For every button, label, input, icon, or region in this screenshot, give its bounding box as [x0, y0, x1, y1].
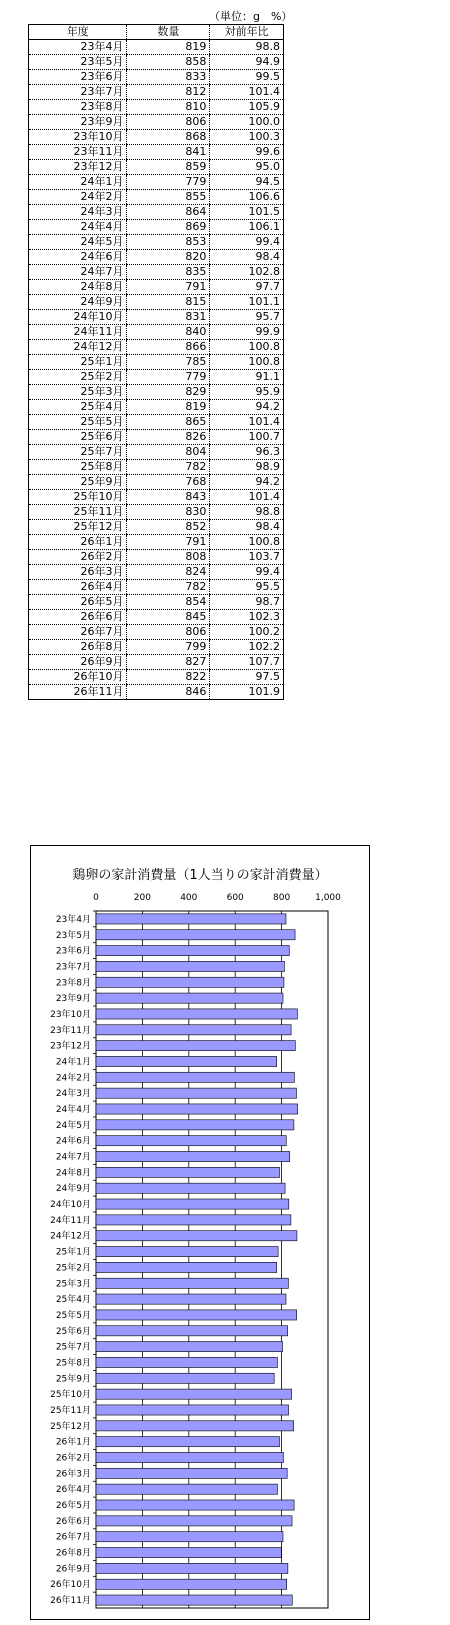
category-label: 26年7月: [55, 1532, 91, 1543]
cell-period: 24年12月: [29, 340, 127, 355]
cell-yoy: 96.3: [210, 445, 284, 460]
cell-yoy: 100.2: [210, 625, 284, 640]
cell-yoy: 98.7: [210, 595, 284, 610]
category-label: 26年11月: [50, 1596, 91, 1607]
cell-yoy: 99.9: [210, 325, 284, 340]
table-row: [29, 265, 284, 280]
cell-yoy: 100.3: [210, 130, 284, 145]
cell-quantity: 824: [127, 565, 210, 580]
bar: [96, 1262, 277, 1272]
cell-quantity: 782: [127, 460, 210, 475]
table-row: [29, 340, 284, 355]
cell-quantity: 827: [127, 655, 210, 670]
cell-yoy: 99.4: [210, 565, 284, 580]
cell-yoy: 97.7: [210, 280, 284, 295]
cell-quantity: 852: [127, 520, 210, 535]
category-label: 25年12月: [50, 1421, 91, 1432]
cell-period: 23年4月: [29, 40, 127, 55]
table-row: [29, 40, 284, 55]
x-tick-label: 400: [180, 893, 198, 903]
cell-quantity: 840: [127, 325, 210, 340]
x-tick-label: 200: [133, 893, 151, 903]
category-label: 25年4月: [55, 1295, 91, 1306]
bar: [96, 1516, 292, 1526]
category-label: 26年10月: [50, 1580, 91, 1591]
bar: [96, 1500, 294, 1510]
table-row: [29, 400, 284, 415]
category-label: 24年2月: [55, 1073, 91, 1084]
cell-quantity: 826: [127, 430, 210, 445]
cell-quantity: 782: [127, 580, 210, 595]
category-label: 23年9月: [55, 994, 91, 1005]
bar: [96, 914, 286, 924]
cell-quantity: 819: [127, 400, 210, 415]
category-label: 24年12月: [50, 1231, 91, 1242]
cell-quantity: 779: [127, 175, 210, 190]
cell-quantity: 855: [127, 190, 210, 205]
bar-chart: [31, 846, 371, 1621]
cell-quantity: 853: [127, 235, 210, 250]
category-label: 23年7月: [55, 962, 91, 973]
category-label: 23年5月: [55, 930, 91, 941]
cell-yoy: 91.1: [210, 370, 284, 385]
cell-quantity: 868: [127, 130, 210, 145]
table-row: [29, 415, 284, 430]
table-row: [29, 175, 284, 190]
table-row: [29, 535, 284, 550]
bar: [96, 1421, 294, 1431]
bar: [96, 1104, 298, 1114]
cell-period: 26年10月: [29, 670, 127, 685]
cell-yoy: 95.7: [210, 310, 284, 325]
cell-period: 24年5月: [29, 235, 127, 250]
category-label: 26年2月: [55, 1453, 91, 1464]
cell-yoy: 102.3: [210, 610, 284, 625]
category-label: 23年12月: [50, 1041, 91, 1052]
cell-period: 24年2月: [29, 190, 127, 205]
category-label: 24年5月: [55, 1120, 91, 1131]
table-row: [29, 520, 284, 535]
table-row: [29, 550, 284, 565]
cell-yoy: 101.4: [210, 415, 284, 430]
table-row: [29, 610, 284, 625]
cell-yoy: 107.7: [210, 655, 284, 670]
bar: [96, 1183, 285, 1193]
cell-yoy: 102.8: [210, 265, 284, 280]
table-row: [29, 310, 284, 325]
cell-period: 24年3月: [29, 205, 127, 220]
cell-period: 23年6月: [29, 70, 127, 85]
cell-quantity: 791: [127, 280, 210, 295]
table-row: [29, 205, 284, 220]
bar: [96, 1120, 294, 1130]
x-tick-label: 600: [226, 893, 244, 903]
cell-period: 24年11月: [29, 325, 127, 340]
cell-period: 24年10月: [29, 310, 127, 325]
cell-yoy: 98.8: [210, 40, 284, 55]
cell-quantity: 831: [127, 310, 210, 325]
x-tick-label: 0: [93, 893, 99, 903]
category-label: 23年8月: [55, 978, 91, 989]
cell-quantity: 835: [127, 265, 210, 280]
table-row: [29, 505, 284, 520]
bar: [96, 1437, 280, 1447]
category-label: 25年10月: [50, 1390, 91, 1401]
cell-period: 26年8月: [29, 640, 127, 655]
category-label: 25年9月: [55, 1374, 91, 1385]
cell-period: 23年9月: [29, 115, 127, 130]
table-row: [29, 385, 284, 400]
category-label: 26年9月: [55, 1564, 91, 1575]
x-tick-label: 1,000: [315, 893, 341, 903]
cell-yoy: 97.5: [210, 670, 284, 685]
table-row: [29, 100, 284, 115]
cell-quantity: 858: [127, 55, 210, 70]
cell-quantity: 806: [127, 115, 210, 130]
cell-period: 24年1月: [29, 175, 127, 190]
category-label: 26年8月: [55, 1548, 91, 1559]
cell-period: 24年8月: [29, 280, 127, 295]
category-label: 24年10月: [50, 1200, 91, 1211]
cell-period: 25年2月: [29, 370, 127, 385]
table-row: [29, 640, 284, 655]
table-row: [29, 460, 284, 475]
cell-period: 25年6月: [29, 430, 127, 445]
cell-quantity: 768: [127, 475, 210, 490]
cell-yoy: 101.1: [210, 295, 284, 310]
bar: [96, 993, 283, 1003]
bar: [96, 1072, 294, 1082]
cell-yoy: 99.6: [210, 145, 284, 160]
table-row: [29, 595, 284, 610]
category-label: 26年3月: [55, 1469, 91, 1480]
table-row: [29, 355, 284, 370]
table-body: [29, 40, 284, 700]
cell-quantity: 819: [127, 40, 210, 55]
bar: [96, 1357, 277, 1367]
cell-quantity: 845: [127, 610, 210, 625]
category-label: 25年3月: [55, 1279, 91, 1290]
category-label: 24年6月: [55, 1136, 91, 1147]
bar: [96, 1056, 277, 1066]
category-label: 25年2月: [55, 1263, 91, 1274]
cell-quantity: 785: [127, 355, 210, 370]
cell-period: 25年12月: [29, 520, 127, 535]
table-row: [29, 445, 284, 460]
cell-yoy: 100.0: [210, 115, 284, 130]
cell-yoy: 99.4: [210, 235, 284, 250]
cell-yoy: 103.7: [210, 550, 284, 565]
table-row: [29, 130, 284, 145]
bar: [96, 1532, 283, 1542]
cell-period: 25年4月: [29, 400, 127, 415]
cell-period: 25年10月: [29, 490, 127, 505]
bar: [96, 1452, 283, 1462]
bar: [96, 1484, 277, 1494]
cell-period: 26年1月: [29, 535, 127, 550]
cell-quantity: 808: [127, 550, 210, 565]
cell-period: 26年6月: [29, 610, 127, 625]
cell-quantity: 869: [127, 220, 210, 235]
category-label: 25年7月: [55, 1342, 91, 1353]
cell-yoy: 94.2: [210, 400, 284, 415]
category-label: 24年7月: [55, 1152, 91, 1163]
cell-yoy: 100.7: [210, 430, 284, 445]
cell-quantity: 830: [127, 505, 210, 520]
unit-note: （単位：g %）: [209, 10, 293, 23]
bar: [96, 1468, 287, 1478]
table-row: [29, 55, 284, 70]
header-yoy: 対前年比: [210, 25, 284, 40]
cell-yoy: 106.1: [210, 220, 284, 235]
bar: [96, 1595, 292, 1605]
cell-period: 26年11月: [29, 685, 127, 700]
cell-yoy: 95.9: [210, 385, 284, 400]
chart-container: [30, 845, 370, 1620]
cell-period: 26年5月: [29, 595, 127, 610]
cell-period: 24年6月: [29, 250, 127, 265]
table-row: [29, 250, 284, 265]
cell-period: 23年8月: [29, 100, 127, 115]
bar: [96, 977, 284, 987]
bar: [96, 1199, 289, 1209]
cell-yoy: 94.5: [210, 175, 284, 190]
x-tick-label: 800: [273, 893, 291, 903]
cell-quantity: 806: [127, 625, 210, 640]
cell-yoy: 94.9: [210, 55, 284, 70]
cell-yoy: 98.4: [210, 250, 284, 265]
cell-period: 25年5月: [29, 415, 127, 430]
category-label: 26年4月: [55, 1485, 91, 1496]
table-row: [29, 145, 284, 160]
cell-quantity: 841: [127, 145, 210, 160]
category-label: 26年6月: [55, 1516, 91, 1527]
cell-period: 25年11月: [29, 505, 127, 520]
category-label: 24年11月: [50, 1215, 91, 1226]
category-label: 25年8月: [55, 1358, 91, 1369]
category-label: 23年11月: [50, 1025, 91, 1036]
category-label: 25年5月: [55, 1310, 91, 1321]
cell-yoy: 105.9: [210, 100, 284, 115]
cell-yoy: 100.8: [210, 355, 284, 370]
cell-yoy: 100.8: [210, 340, 284, 355]
table-row: [29, 670, 284, 685]
cell-yoy: 99.5: [210, 70, 284, 85]
bar: [96, 961, 284, 971]
cell-quantity: 865: [127, 415, 210, 430]
cell-period: 25年9月: [29, 475, 127, 490]
bar: [96, 1231, 297, 1241]
cell-quantity: 854: [127, 595, 210, 610]
cell-yoy: 98.4: [210, 520, 284, 535]
category-label: 26年5月: [55, 1501, 91, 1512]
cell-quantity: 822: [127, 670, 210, 685]
cell-period: 26年9月: [29, 655, 127, 670]
bar: [96, 1278, 288, 1288]
cell-period: 26年7月: [29, 625, 127, 640]
table-row: [29, 475, 284, 490]
table-row: [29, 655, 284, 670]
bar: [96, 1389, 292, 1399]
category-label: 25年6月: [55, 1326, 91, 1337]
bar: [96, 1167, 280, 1177]
cell-yoy: 106.6: [210, 190, 284, 205]
cell-period: 23年12月: [29, 160, 127, 175]
category-label: 24年3月: [55, 1089, 91, 1100]
category-label: 26年1月: [55, 1437, 91, 1448]
cell-period: 26年2月: [29, 550, 127, 565]
cell-yoy: 101.9: [210, 685, 284, 700]
cell-period: 25年1月: [29, 355, 127, 370]
table-header-row: [29, 25, 284, 40]
bar: [96, 1310, 297, 1320]
cell-yoy: 94.2: [210, 475, 284, 490]
bar: [96, 1025, 291, 1035]
cell-quantity: 846: [127, 685, 210, 700]
cell-quantity: 815: [127, 295, 210, 310]
bar: [96, 1009, 297, 1019]
table-row: [29, 115, 284, 130]
cell-period: 25年7月: [29, 445, 127, 460]
cell-quantity: 799: [127, 640, 210, 655]
cell-quantity: 812: [127, 85, 210, 100]
cell-quantity: 866: [127, 340, 210, 355]
cell-yoy: 100.8: [210, 535, 284, 550]
table-row: [29, 490, 284, 505]
cell-quantity: 804: [127, 445, 210, 460]
category-label: 25年1月: [55, 1247, 91, 1258]
table-row: [29, 280, 284, 295]
header-quantity: 数量: [127, 25, 210, 40]
cell-period: 26年4月: [29, 580, 127, 595]
cell-yoy: 98.8: [210, 505, 284, 520]
table-row: [29, 430, 284, 445]
table-row: [29, 580, 284, 595]
cell-period: 24年9月: [29, 295, 127, 310]
table-row: [29, 160, 284, 175]
table-row: [29, 220, 284, 235]
table-row: [29, 235, 284, 250]
cell-quantity: 779: [127, 370, 210, 385]
category-label: 24年8月: [55, 1168, 91, 1179]
bar: [96, 1151, 290, 1161]
bar: [96, 1405, 289, 1415]
table-row: [29, 685, 284, 700]
bar: [96, 1563, 288, 1573]
bar: [96, 1088, 296, 1098]
cell-yoy: 102.2: [210, 640, 284, 655]
bar: [96, 1579, 287, 1589]
cell-quantity: 833: [127, 70, 210, 85]
cell-quantity: 791: [127, 535, 210, 550]
bar: [96, 1136, 286, 1146]
bar: [96, 1247, 278, 1257]
cell-yoy: 101.4: [210, 85, 284, 100]
cell-yoy: 95.5: [210, 580, 284, 595]
cell-period: 23年5月: [29, 55, 127, 70]
cell-yoy: 95.0: [210, 160, 284, 175]
category-label: 25年11月: [50, 1405, 91, 1416]
table-row: [29, 565, 284, 580]
cell-period: 24年7月: [29, 265, 127, 280]
bar: [96, 1041, 295, 1051]
cell-period: 26年3月: [29, 565, 127, 580]
table-row: [29, 370, 284, 385]
cell-quantity: 820: [127, 250, 210, 265]
cell-quantity: 864: [127, 205, 210, 220]
header-period: 年度: [29, 25, 127, 40]
cell-period: 23年7月: [29, 85, 127, 100]
cell-period: 23年11月: [29, 145, 127, 160]
bar: [96, 946, 289, 956]
cell-quantity: 829: [127, 385, 210, 400]
cell-period: 25年8月: [29, 460, 127, 475]
bar: [96, 1547, 281, 1557]
category-label: 24年4月: [55, 1105, 91, 1116]
cell-yoy: 98.9: [210, 460, 284, 475]
cell-quantity: 859: [127, 160, 210, 175]
cell-quantity: 810: [127, 100, 210, 115]
bar: [96, 1373, 274, 1383]
cell-period: 23年10月: [29, 130, 127, 145]
table-row: [29, 625, 284, 640]
cell-yoy: 101.4: [210, 490, 284, 505]
category-label: 24年1月: [55, 1057, 91, 1068]
chart-title: 鶏卵の家計消費量（1人当りの家計消費量）: [72, 868, 328, 883]
cell-yoy: 101.5: [210, 205, 284, 220]
table-row: [29, 70, 284, 85]
category-label: 23年6月: [55, 946, 91, 957]
cell-period: 25年3月: [29, 385, 127, 400]
bar: [96, 930, 295, 940]
bar: [96, 1215, 291, 1225]
table-row: [29, 295, 284, 310]
bar: [96, 1326, 288, 1336]
cell-quantity: 843: [127, 490, 210, 505]
category-label: 24年9月: [55, 1184, 91, 1195]
bar: [96, 1294, 286, 1304]
table-row: [29, 325, 284, 340]
bar: [96, 1342, 283, 1352]
data-table: [28, 24, 284, 700]
category-label: 23年4月: [55, 914, 91, 925]
category-label: 23年10月: [50, 1009, 91, 1020]
cell-period: 24年4月: [29, 220, 127, 235]
table-row: [29, 190, 284, 205]
table-row: [29, 85, 284, 100]
